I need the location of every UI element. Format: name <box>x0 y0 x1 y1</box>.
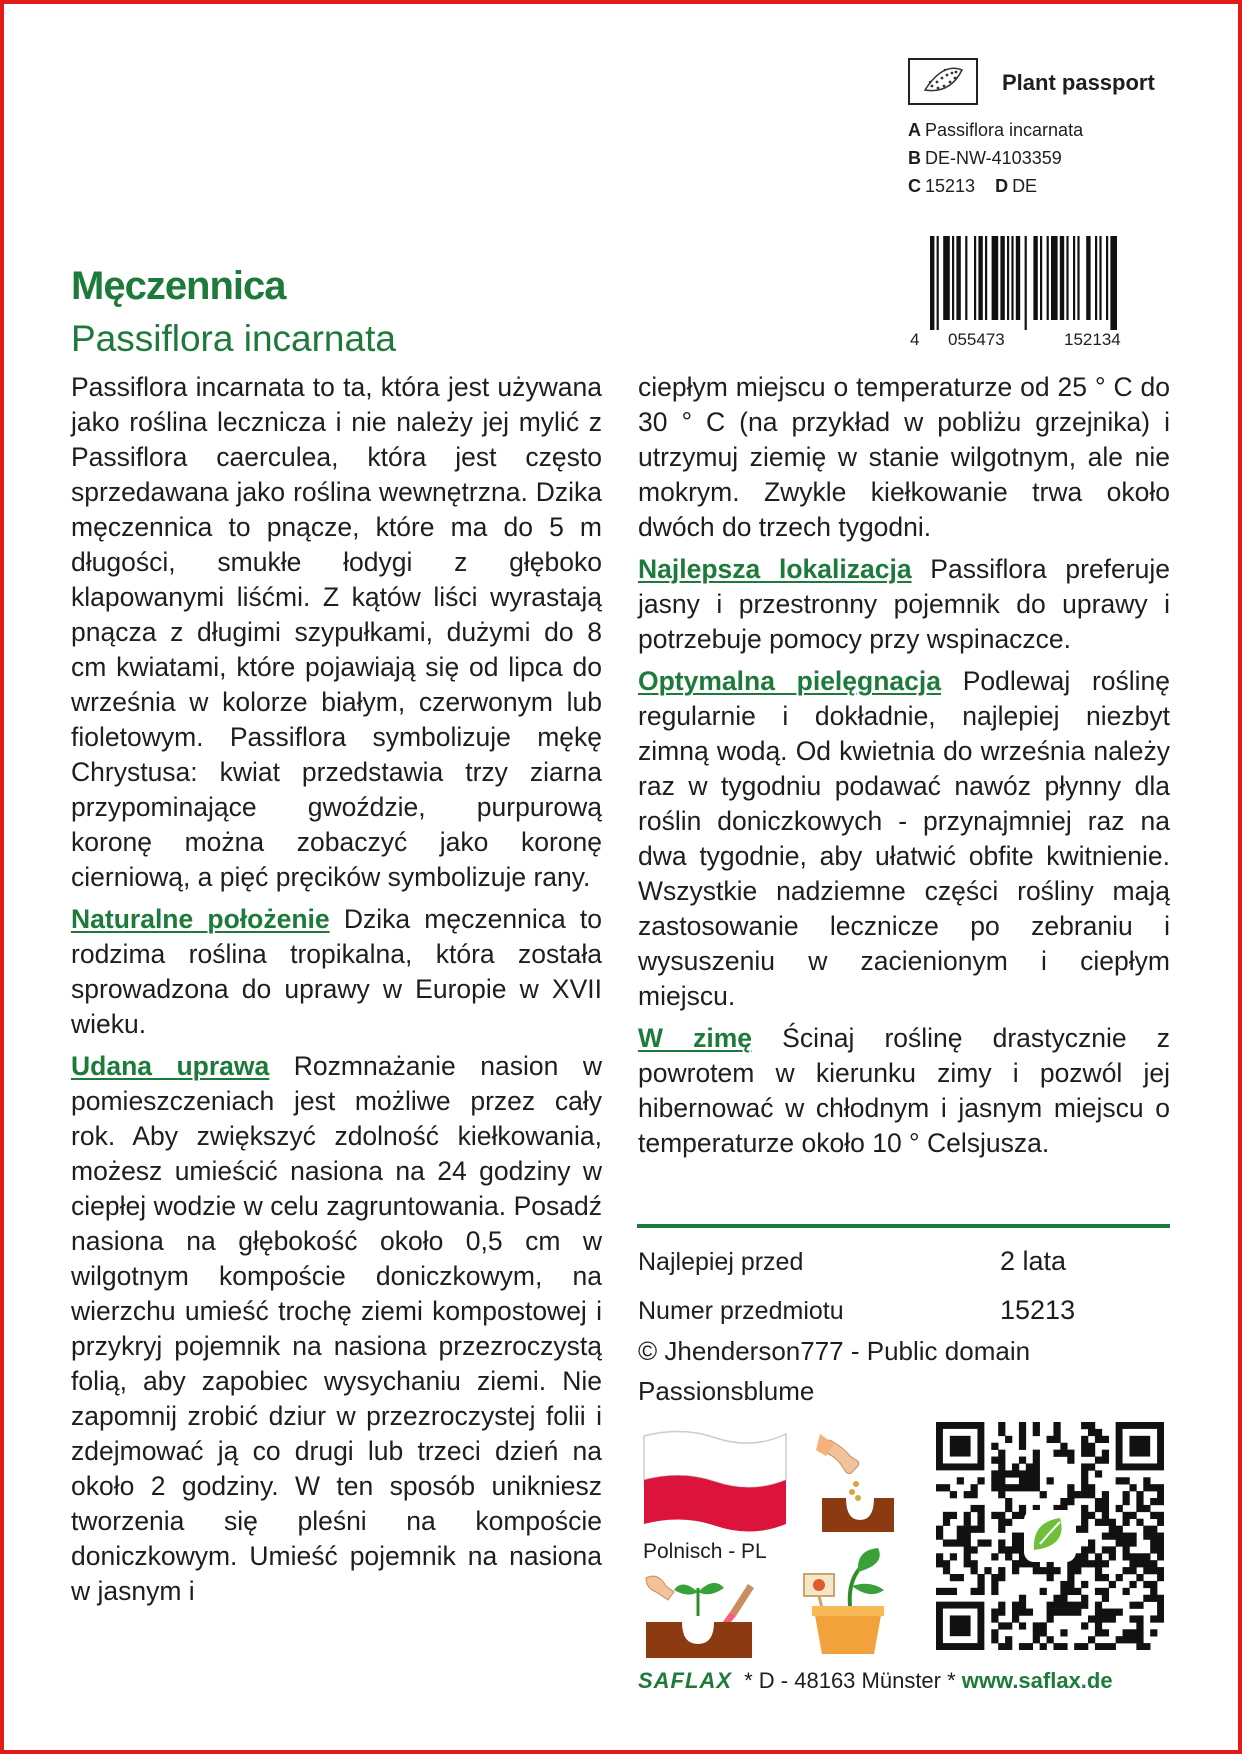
german-name: Passionsblume <box>638 1376 815 1406</box>
intro-paragraph: Passiflora incarnata to ta, która jest używana jako roślina lecznicza i nie należy jej mylić z Passiflora caerculea, która jest często sprzedawana jako roślina wewnętrzna. Dzika męczennica to pnącze, które ma do 5 m długości, smukłe łodygi z głęboko klapowanymi liśćmi. Z kątów liści wyrastają pnącza z długimi szypułkami, dużymi do 8 cm kwiatami, które pojawiają się od lipca do września w kolorze białym, czerwonym lub fioletowym. Passiflora symbolizuje mękę Chrystusa: kwiat przedstawia trzy ziarna przypominające gwoździe, purpurową koronę można zobaczyć jako koronę cierniową, a pięć pręcików symbolizuje rany. <box>71 372 602 892</box>
flag-caption: Polnisch - PL <box>643 1540 767 1563</box>
natural-text: Dzika męczennica to rodzima roślina tropikalna, która została sprowadzona do uprawy w Europie w XVII wieku. <box>71 904 602 1039</box>
brand-logo: SAFLAX <box>638 1668 732 1693</box>
right-column <box>638 370 1170 1168</box>
care-section <box>638 664 1170 1014</box>
winter-heading: W zimę <box>638 1023 753 1053</box>
footer <box>638 1668 1113 1694</box>
passport-line-b: B DE-NW-4103359 <box>908 148 1062 168</box>
copyright: © Jhenderson777 - Public domain <box>638 1336 1031 1366</box>
divider <box>637 1224 1170 1228</box>
footer-address: * D - 48163 Münster * <box>744 1668 956 1693</box>
best-before-row <box>638 1246 1066 1277</box>
page-title: Męczennica <box>71 264 286 308</box>
barcode-digits <box>908 330 1172 350</box>
sowing-seed-icon <box>816 1426 896 1541</box>
passport-line-cd: C 15213 D DE <box>908 176 1038 196</box>
barcode-digits-right: 152134 <box>1064 330 1121 349</box>
passport-line-a: A Passiflora incarnata <box>908 120 1084 140</box>
barcode-bars <box>908 236 1172 330</box>
best-before-label: Najlepiej przed <box>638 1248 804 1276</box>
barcode <box>908 236 1172 376</box>
location-section <box>638 552 1170 657</box>
passport-lines <box>908 116 1083 200</box>
care-heading: Optymalna pielęgnacja <box>638 666 941 696</box>
barcode-digit-prefix: 4 <box>910 330 920 349</box>
item-number-row <box>638 1295 1075 1326</box>
polish-flag-icon <box>642 1428 788 1543</box>
location-heading: Najlepsza lokalizacja <box>638 554 912 584</box>
qr-code <box>936 1422 1164 1650</box>
item-number-value: 15213 <box>1000 1295 1076 1325</box>
growing-heading: Udana uprawa <box>71 1051 270 1081</box>
potted-plant-icon <box>800 1546 896 1661</box>
growing-text: Rozmnażanie nasion w pomieszczeniach jest możliwe przez cały rok. Aby zwiększyć zdolność kiełkowania, możesz umieścić nasiona na 24 godziny w ciepłej wodzie w celu zagruntowania. Posadź nasiona na głębokość około 0,5 cm w wilgotnym kompoście doniczkowym, na wierzchu umieść trochę ziemi kompostowej i przykryj pojemnik na nasiona przezroczystą folią, aby zapobiec wysychaniu ziemi. Nie zapomnij zrobić dziur w przezroczystej folii i zdejmować ją co drugi lub trzeci dzień na około 2 godziny. W ten sposób unikniesz tworzenia się pleśni na kompoście doniczkowym. Umieść pojemnik na nasiona w jasnym i <box>71 1051 602 1606</box>
winter-text: Ścinaj roślinę drastycznie z powrotem w kierunku zimy i pozwól jej hibernować w chłodnym i jasnym miejscu o temperaturze około 10 ° Celsjusza. <box>638 1023 1170 1158</box>
growing-continued: ciepłym miejscu o temperaturze od 25 ° C do 30 ° C (na przykład w pobliżu grzejnika) i utrzymuj ziemię w stanie wilgotnym, ale nie mokrym. Zwykle kiełkowanie trwa około dwóch do trzech tygodni. <box>638 372 1170 542</box>
left-column <box>71 370 602 1616</box>
website-link[interactable]: www.saflax.de <box>961 1668 1113 1693</box>
leaf-logo-icon <box>936 1422 1164 1650</box>
care-text: Podlewaj roślinę regularnie i dokładnie, najlepiej niezbyt zimną wodą. Od kwietnia do września należy raz w tygodniu podawać nawóz płynny dla roślin doniczkowych - przynajmniej raz na dwa tygodnie, aby ułatwić obfite kwitnienie. Wszystkie nadziemne części rośliny mają zastosowanie lecznicze po zebraniu i wysuszeniu w zacienionym i ciepłym miejscu. <box>638 666 1171 1011</box>
natural-section <box>71 902 602 1042</box>
natural-heading: Naturalne położenie <box>71 904 330 934</box>
location-text: Passiflora preferuje jasny i przestronny pojemnik do uprawy i potrzebuje pomocy przy wspinaczce. <box>638 554 1170 654</box>
item-number-label: Numer przedmiotu <box>638 1297 844 1325</box>
best-before-value: 2 lata <box>1000 1246 1067 1276</box>
barcode-digits-left: 055473 <box>948 330 1005 349</box>
passport-title: Plant passport <box>1002 70 1155 95</box>
latin-name: Passiflora incarnata <box>71 318 396 359</box>
winter-section <box>638 1021 1170 1161</box>
seedling-planting-icon <box>644 1568 756 1663</box>
growing-section <box>71 1049 602 1609</box>
eu-flag-icon <box>908 58 978 105</box>
